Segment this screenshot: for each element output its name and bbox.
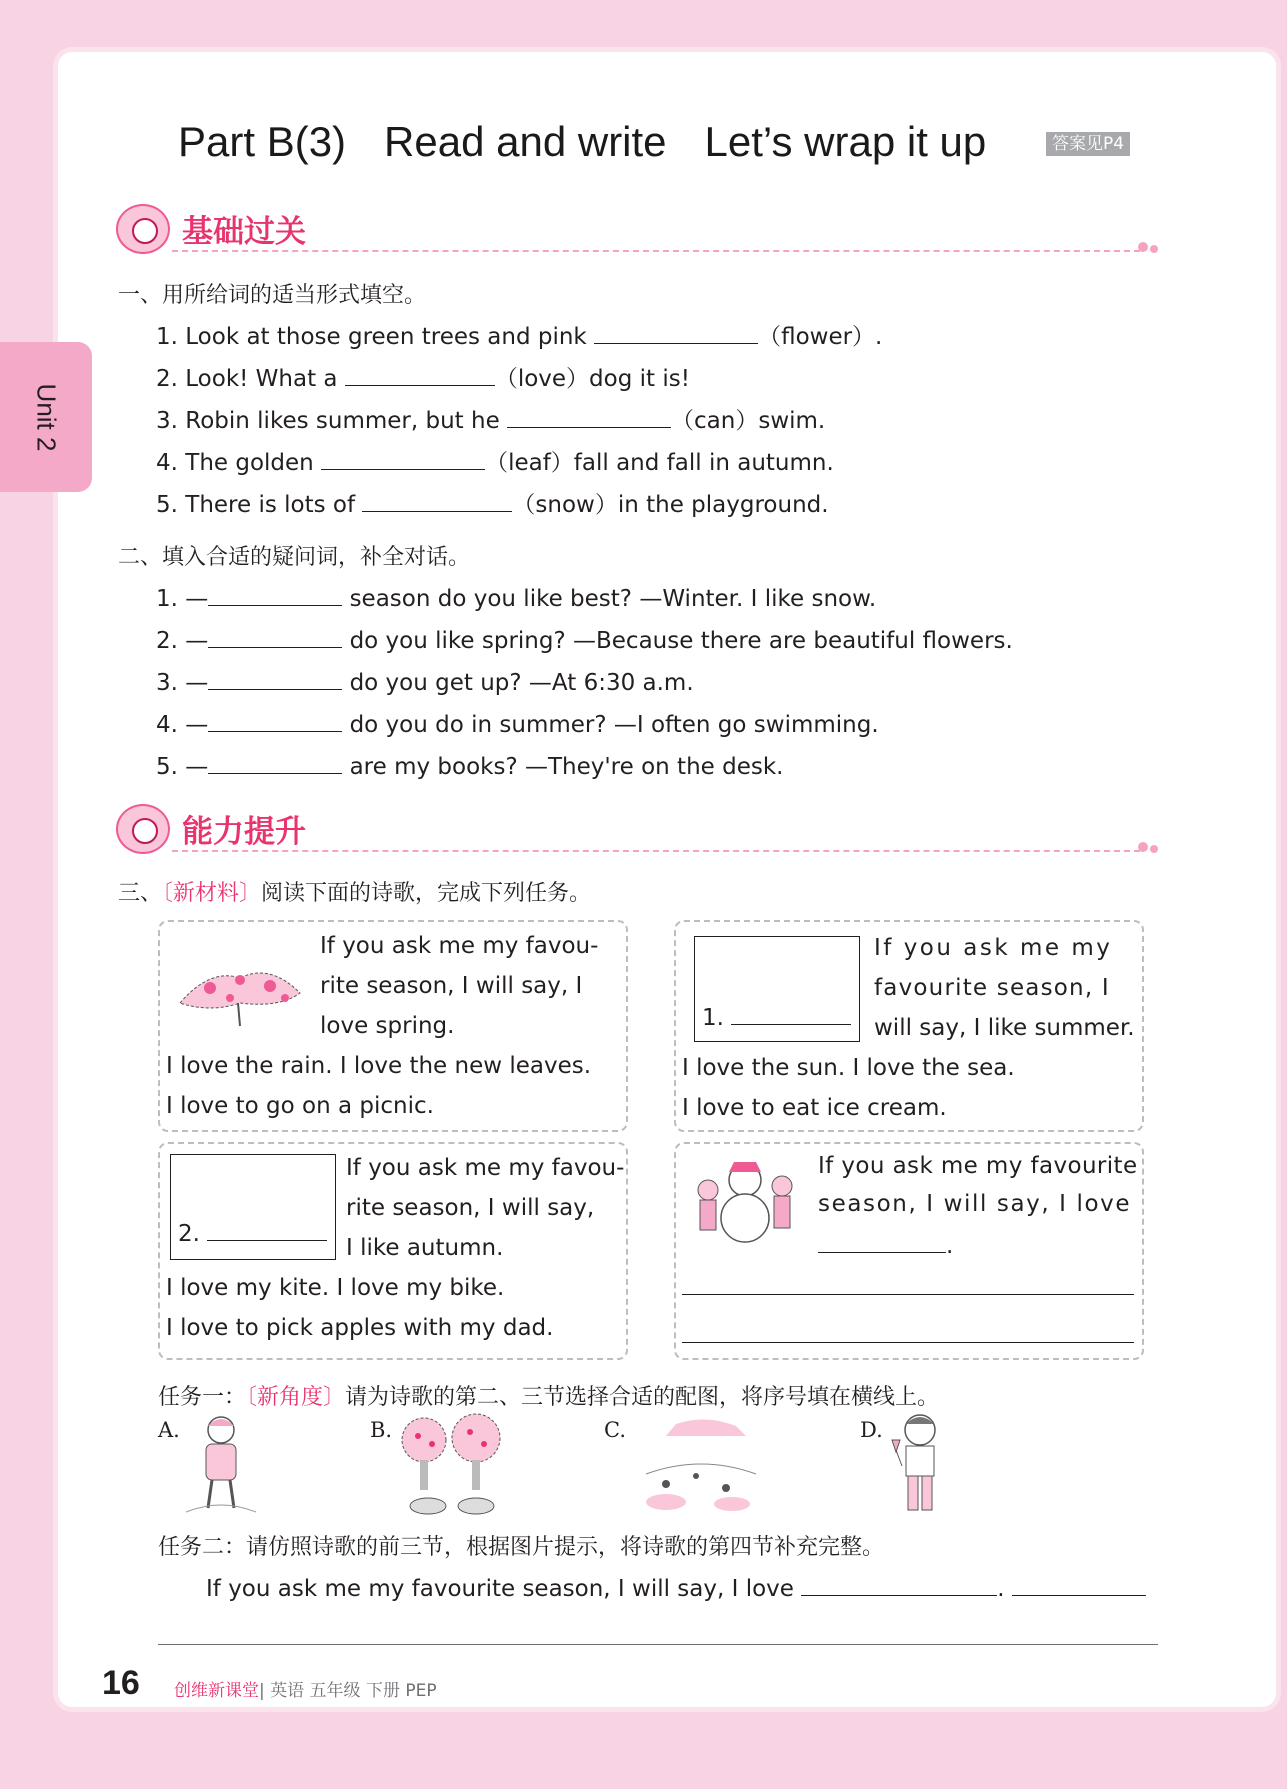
- answer-blank[interactable]: [362, 488, 512, 512]
- poem1-line-1: I love the rain. I love the new leaves.: [166, 1053, 592, 1079]
- apple-orchard-icon[interactable]: [396, 1412, 506, 1516]
- poem3-line-1: I love my kite. I love my bike.: [166, 1275, 505, 1301]
- footer-divider: [158, 1644, 1158, 1645]
- boy-mascot-icon: [116, 804, 170, 854]
- task-2-answer-line: If you ask me my favourite season, I will say, I love .: [206, 1572, 1146, 1602]
- poem2-side-line-1: If you ask me my: [874, 935, 1113, 961]
- answer-blank[interactable]: [818, 1229, 946, 1253]
- poem1-side-line-1: If you ask me my favou-: [320, 933, 599, 959]
- question-2-title: 二、填入合适的疑问词，补全对话。: [118, 545, 471, 570]
- poem3-side-line-3: I like autumn.: [346, 1235, 504, 1261]
- section-advanced-title: 能力提升: [182, 814, 306, 850]
- page-title: [178, 118, 986, 166]
- answer-blank[interactable]: [208, 582, 342, 606]
- poem2-side-line-2: favourite season, I: [874, 975, 1110, 1001]
- q1-item-3: 3. Robin likes summer, but he （can）swim.: [156, 402, 825, 435]
- section-basic-header: [116, 200, 1160, 260]
- q2-item-4: 4. — do you do in summer? —I often go swimming.: [156, 708, 879, 738]
- rainy-spring-field-icon[interactable]: [636, 1414, 766, 1514]
- girl-mascot-icon: [116, 204, 170, 254]
- answer-blank[interactable]: [507, 404, 671, 428]
- poem1-line-2: I love to go on a picnic.: [166, 1093, 434, 1119]
- poem3-line-2: I love to pick apples with my dad.: [166, 1315, 554, 1341]
- answer-blank[interactable]: [801, 1572, 997, 1596]
- poem3-side-line-2: rite season, I will say,: [346, 1195, 595, 1221]
- boy-with-ice-cream-icon[interactable]: [884, 1410, 954, 1516]
- spring-blossom-tree-icon: [170, 948, 310, 1028]
- q2-item-1: 1. — season do you like best? —Winter. I like snow.: [156, 582, 876, 612]
- answer-blank[interactable]: [594, 320, 758, 344]
- poem2-side-line-3: will say, I like summer.: [874, 1015, 1135, 1041]
- poem1-side-line-2: rite season, I will say, I: [320, 973, 583, 999]
- answer-blank[interactable]: [208, 708, 342, 732]
- poem4-write-line-1[interactable]: [682, 1294, 1134, 1295]
- option-d-label: D.: [860, 1418, 883, 1442]
- option-a-label: A.: [158, 1418, 180, 1442]
- unit-side-tab: [0, 342, 92, 492]
- poem4-write-line-2[interactable]: [682, 1342, 1134, 1343]
- q2-item-2: 2. — do you like spring? —Because there are beautiful flowers.: [156, 624, 1013, 654]
- task-1-title: 任务一：〔新角度〕请为诗歌的第二、三节选择合适的配图，将序号填在横线上。: [158, 1385, 940, 1410]
- dots-decoration-icon: [1138, 242, 1160, 256]
- slot-2-label: 2.: [178, 1214, 327, 1254]
- page-number: 16: [102, 1664, 140, 1702]
- answer-blank[interactable]: [208, 624, 342, 648]
- question-3-title: 三、〔新材料〕阅读下面的诗歌，完成下列任务。: [118, 881, 592, 906]
- girl-in-snow-icon[interactable]: [186, 1412, 256, 1516]
- option-c-label: C.: [604, 1418, 626, 1442]
- slot-1-label: 1.: [702, 998, 851, 1038]
- answer-reference-badge: 答案见P4: [1046, 132, 1130, 156]
- section-advanced-header: [116, 800, 1160, 860]
- dots-decoration-icon: [1138, 842, 1160, 856]
- q2-item-5: 5. — are my books? —They're on the desk.: [156, 750, 783, 780]
- new-angle-tag: 〔新角度〕: [246, 1385, 346, 1410]
- title-part: Part B(3): [178, 118, 347, 165]
- title-sub: Let’s wrap it up: [704, 118, 987, 165]
- answer-blank[interactable]: [1012, 1572, 1146, 1596]
- new-material-tag: 〔新材料〕: [162, 881, 262, 906]
- q1-item-4: 4. The golden （leaf）fall and fall in autumn.: [156, 444, 834, 477]
- poem1-side-line-3: love spring.: [320, 1013, 455, 1039]
- q1-item-1: 1. Look at those green trees and pink （flower）.: [156, 318, 882, 351]
- answer-blank[interactable]: [731, 1001, 851, 1025]
- answer-blank[interactable]: [208, 750, 342, 774]
- q1-item-2: 2. Look! What a （love）dog it is!: [156, 360, 690, 393]
- answer-blank[interactable]: [345, 362, 495, 386]
- poem2-line-1: I love the sun. I love the sea.: [682, 1055, 1015, 1081]
- option-b-label: B.: [370, 1418, 393, 1442]
- snowman-children-icon: [690, 1150, 800, 1250]
- answer-blank[interactable]: [208, 666, 342, 690]
- poem3-side-line-1: If you ask me my favou-: [346, 1155, 625, 1181]
- poem4-side-line-2: season, I will say, I love: [818, 1191, 1132, 1217]
- answer-blank[interactable]: [321, 446, 485, 470]
- q1-item-5: 5. There is lots of （snow）in the playground.: [156, 486, 829, 519]
- footer-brand: 创维新课堂| 英语 五年级 下册 PEP: [174, 1681, 437, 1701]
- q2-item-3: 3. — do you get up? —At 6:30 a.m.: [156, 666, 694, 696]
- answer-blank[interactable]: [207, 1217, 327, 1241]
- poem2-line-2: I love to eat ice cream.: [682, 1095, 947, 1121]
- poem4-side-line-1: If you ask me my favourite: [818, 1153, 1138, 1179]
- task-2-title: 任务二：请仿照诗歌的前三节，根据图片提示，将诗歌的第四节补充完整。: [158, 1535, 885, 1560]
- question-1-title: 一、用所给词的适当形式填空。: [118, 283, 427, 308]
- poem4-answer-line: .: [818, 1226, 953, 1266]
- title-main: Read and write: [384, 118, 667, 165]
- section-basic-title: 基础过关: [182, 214, 306, 250]
- unit-tab-label: Unit 2: [31, 383, 62, 451]
